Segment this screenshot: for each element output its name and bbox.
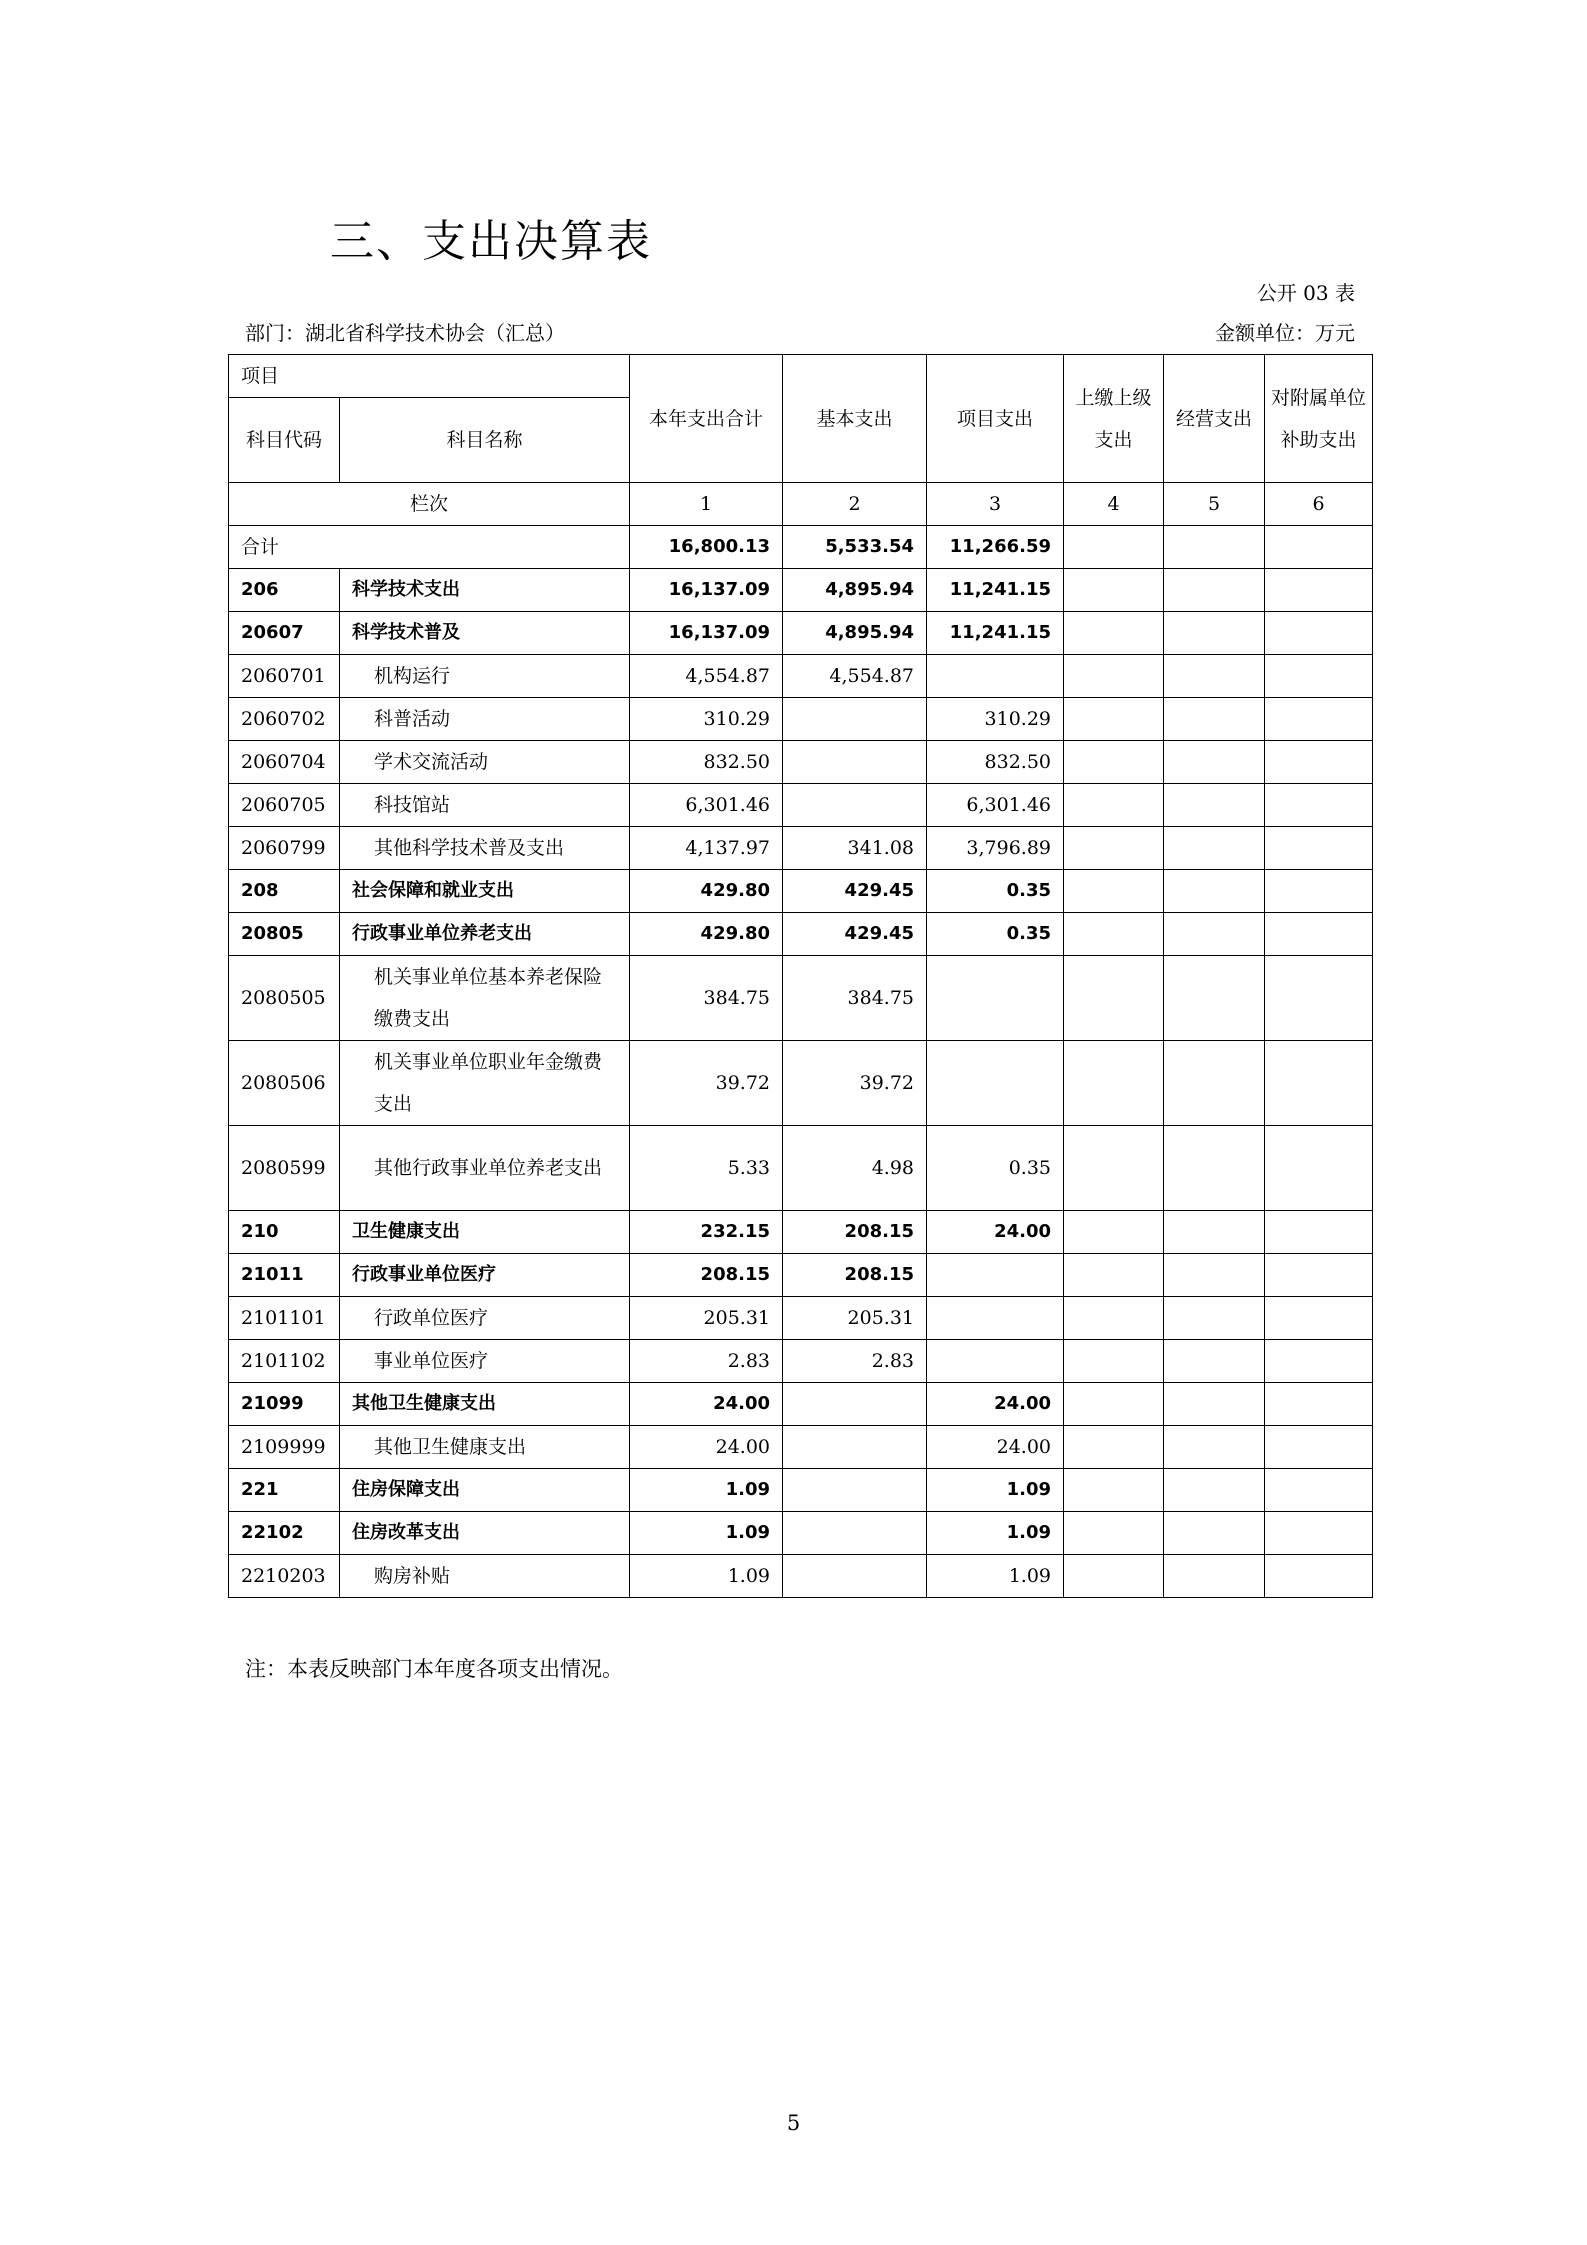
page-number: 5 [786, 2111, 801, 2135]
row-basic: 4,554.87 [783, 655, 927, 698]
row-subsidy [1265, 1211, 1373, 1254]
row-basic [783, 1426, 927, 1469]
row-business [1164, 870, 1265, 913]
row-basic: 205.31 [783, 1297, 927, 1340]
row-total: 429.80 [630, 870, 783, 913]
row-code: 21011 [229, 1254, 340, 1297]
colnum-3: 3 [927, 483, 1064, 526]
row-business [1164, 1383, 1265, 1426]
total-label: 合计 [229, 526, 630, 569]
row-name: 机关事业单位基本养老保险缴费支出 [340, 956, 630, 1041]
row-code: 210 [229, 1211, 340, 1254]
row-business [1164, 1340, 1265, 1383]
row-name: 学术交流活动 [340, 741, 630, 784]
row-business [1164, 698, 1265, 741]
row-business [1164, 1211, 1265, 1254]
row-business [1164, 784, 1265, 827]
row-upper [1064, 913, 1164, 956]
row-total: 208.15 [630, 1254, 783, 1297]
table-row [229, 698, 1373, 741]
header-xiangmu: 项目 [229, 355, 630, 398]
row-total: 24.00 [630, 1383, 783, 1426]
row-subsidy [1265, 1041, 1373, 1126]
table-row [229, 1469, 1373, 1512]
row-basic [783, 1512, 927, 1555]
row-basic [783, 1383, 927, 1426]
total-business [1164, 526, 1265, 569]
form-number: 公开 03 表 [1256, 281, 1355, 305]
row-business [1164, 569, 1265, 612]
row-name: 行政事业单位医疗 [340, 1254, 630, 1297]
row-subsidy [1265, 1383, 1373, 1426]
colnum-4: 4 [1064, 483, 1164, 526]
row-project [927, 956, 1064, 1041]
total-upper [1064, 526, 1164, 569]
total-subsidy [1265, 526, 1373, 569]
row-business [1164, 913, 1265, 956]
row-total: 429.80 [630, 913, 783, 956]
row-upper [1064, 1340, 1164, 1383]
total-project: 11,266.59 [927, 526, 1064, 569]
row-project [927, 1340, 1064, 1383]
row-project [927, 1297, 1064, 1340]
row-total: 39.72 [630, 1041, 783, 1126]
row-project: 24.00 [927, 1211, 1064, 1254]
table-row [229, 569, 1373, 612]
row-project: 0.35 [927, 870, 1064, 913]
row-upper [1064, 698, 1164, 741]
row-project: 3,796.89 [927, 827, 1064, 870]
row-code: 2101101 [229, 1297, 340, 1340]
row-total: 24.00 [630, 1426, 783, 1469]
row-project [927, 655, 1064, 698]
row-basic: 384.75 [783, 956, 927, 1041]
table-row [229, 913, 1373, 956]
colnum-1: 1 [630, 483, 783, 526]
row-project: 24.00 [927, 1426, 1064, 1469]
row-name: 其他卫生健康支出 [340, 1426, 630, 1469]
row-subsidy [1265, 870, 1373, 913]
colnum-label: 栏次 [229, 483, 630, 526]
row-subsidy [1265, 1426, 1373, 1469]
row-business [1164, 956, 1265, 1041]
row-project [927, 1041, 1064, 1126]
row-total: 232.15 [630, 1211, 783, 1254]
row-subsidy [1265, 1126, 1373, 1211]
row-name: 科技馆站 [340, 784, 630, 827]
row-project: 6,301.46 [927, 784, 1064, 827]
row-upper [1064, 870, 1164, 913]
row-basic [783, 741, 927, 784]
row-code: 20805 [229, 913, 340, 956]
table-row [229, 1254, 1373, 1297]
column-number-row [229, 483, 1373, 526]
colnum-5: 5 [1164, 483, 1265, 526]
colnum-6: 6 [1265, 483, 1373, 526]
row-basic [783, 784, 927, 827]
row-name: 其他卫生健康支出 [340, 1383, 630, 1426]
row-upper [1064, 1126, 1164, 1211]
row-project: 832.50 [927, 741, 1064, 784]
row-upper [1064, 784, 1164, 827]
table-row [229, 870, 1373, 913]
row-code: 2210203 [229, 1555, 340, 1598]
expenditure-table [228, 354, 1373, 1598]
row-subsidy [1265, 1555, 1373, 1598]
table-row [229, 612, 1373, 655]
amount-unit: 金额单位：万元 [1215, 321, 1355, 345]
row-upper [1064, 1297, 1164, 1340]
table-row [229, 1426, 1373, 1469]
row-project: 1.09 [927, 1469, 1064, 1512]
row-name: 科普活动 [340, 698, 630, 741]
row-basic: 39.72 [783, 1041, 927, 1126]
row-project: 310.29 [927, 698, 1064, 741]
table-note: 注：本表反映部门本年度各项支出情况。 [245, 1657, 623, 1681]
row-business [1164, 741, 1265, 784]
row-name: 科学技术普及 [340, 612, 630, 655]
row-upper [1064, 1211, 1164, 1254]
row-name: 机构运行 [340, 655, 630, 698]
row-business [1164, 1254, 1265, 1297]
row-subsidy [1265, 655, 1373, 698]
row-code: 20607 [229, 612, 340, 655]
row-basic: 208.15 [783, 1254, 927, 1297]
header-subsidy: 对附属单位补助支出 [1265, 355, 1373, 483]
row-total: 2.83 [630, 1340, 783, 1383]
header-basic: 基本支出 [783, 355, 927, 483]
row-subsidy [1265, 612, 1373, 655]
row-subsidy [1265, 956, 1373, 1041]
row-name: 住房保障支出 [340, 1469, 630, 1512]
row-basic: 4,895.94 [783, 612, 927, 655]
row-code: 22102 [229, 1512, 340, 1555]
row-code: 2080505 [229, 956, 340, 1041]
row-total: 16,137.09 [630, 612, 783, 655]
row-upper [1064, 1254, 1164, 1297]
colnum-2: 2 [783, 483, 927, 526]
row-project: 1.09 [927, 1555, 1064, 1598]
row-total: 832.50 [630, 741, 783, 784]
row-basic: 429.45 [783, 913, 927, 956]
row-subsidy [1265, 569, 1373, 612]
row-project: 1.09 [927, 1512, 1064, 1555]
row-code: 2101102 [229, 1340, 340, 1383]
row-business [1164, 827, 1265, 870]
row-total: 205.31 [630, 1297, 783, 1340]
table-row [229, 1041, 1373, 1126]
row-name: 其他科学技术普及支出 [340, 827, 630, 870]
row-upper [1064, 1383, 1164, 1426]
row-basic: 208.15 [783, 1211, 927, 1254]
row-basic: 4,895.94 [783, 569, 927, 612]
table-row [229, 741, 1373, 784]
row-name: 其他行政事业单位养老支出 [340, 1126, 630, 1211]
row-upper [1064, 956, 1164, 1041]
row-business [1164, 655, 1265, 698]
row-business [1164, 1126, 1265, 1211]
table-row [229, 827, 1373, 870]
row-total: 5.33 [630, 1126, 783, 1211]
row-total: 4,137.97 [630, 827, 783, 870]
row-upper [1064, 1041, 1164, 1126]
row-business [1164, 1555, 1265, 1598]
row-code: 2060799 [229, 827, 340, 870]
row-project: 11,241.15 [927, 612, 1064, 655]
row-project: 11,241.15 [927, 569, 1064, 612]
row-name: 机关事业单位职业年金缴费支出 [340, 1041, 630, 1126]
row-business [1164, 1426, 1265, 1469]
row-subsidy [1265, 913, 1373, 956]
row-upper [1064, 569, 1164, 612]
row-project [927, 1254, 1064, 1297]
row-upper [1064, 1512, 1164, 1555]
row-project: 0.35 [927, 1126, 1064, 1211]
row-upper [1064, 655, 1164, 698]
row-subsidy [1265, 1297, 1373, 1340]
table-row [229, 1555, 1373, 1598]
row-subsidy [1265, 827, 1373, 870]
table-row [229, 1126, 1373, 1211]
row-total: 1.09 [630, 1555, 783, 1598]
row-name: 住房改革支出 [340, 1512, 630, 1555]
row-subsidy [1265, 1340, 1373, 1383]
table-row [229, 1297, 1373, 1340]
total-basic: 5,533.54 [783, 526, 927, 569]
row-upper [1064, 1469, 1164, 1512]
row-project: 0.35 [927, 913, 1064, 956]
row-code: 2060704 [229, 741, 340, 784]
row-upper [1064, 1426, 1164, 1469]
page-title: 三、支出决算表 [330, 216, 652, 267]
table-row [229, 655, 1373, 698]
row-basic: 429.45 [783, 870, 927, 913]
row-total: 16,137.09 [630, 569, 783, 612]
row-upper [1064, 1555, 1164, 1598]
row-basic [783, 698, 927, 741]
row-basic: 341.08 [783, 827, 927, 870]
row-total: 6,301.46 [630, 784, 783, 827]
row-subsidy [1265, 698, 1373, 741]
row-name: 事业单位医疗 [340, 1340, 630, 1383]
table-row [229, 1211, 1373, 1254]
table-row [229, 956, 1373, 1041]
row-name: 科学技术支出 [340, 569, 630, 612]
row-upper [1064, 827, 1164, 870]
row-business [1164, 612, 1265, 655]
row-project: 24.00 [927, 1383, 1064, 1426]
row-code: 21099 [229, 1383, 340, 1426]
row-business [1164, 1297, 1265, 1340]
row-code: 221 [229, 1469, 340, 1512]
table-row [229, 784, 1373, 827]
header-total: 本年支出合计 [630, 355, 783, 483]
row-name: 购房补贴 [340, 1555, 630, 1598]
row-subsidy [1265, 784, 1373, 827]
row-code: 2080506 [229, 1041, 340, 1126]
row-basic [783, 1555, 927, 1598]
row-code: 2080599 [229, 1126, 340, 1211]
row-subsidy [1265, 1512, 1373, 1555]
row-name: 卫生健康支出 [340, 1211, 630, 1254]
row-business [1164, 1469, 1265, 1512]
table-row [229, 1512, 1373, 1555]
row-name: 社会保障和就业支出 [340, 870, 630, 913]
row-total: 310.29 [630, 698, 783, 741]
row-basic: 2.83 [783, 1340, 927, 1383]
row-name: 行政单位医疗 [340, 1297, 630, 1340]
row-upper [1064, 741, 1164, 784]
header-project: 项目支出 [927, 355, 1064, 483]
row-upper [1064, 612, 1164, 655]
row-business [1164, 1041, 1265, 1126]
row-code: 208 [229, 870, 340, 913]
row-basic [783, 1469, 927, 1512]
row-subsidy [1265, 741, 1373, 784]
header-upper: 上缴上级支出 [1064, 355, 1164, 483]
row-name: 行政事业单位养老支出 [340, 913, 630, 956]
row-code: 2060701 [229, 655, 340, 698]
row-total: 1.09 [630, 1512, 783, 1555]
total-row [229, 526, 1373, 569]
row-subsidy [1265, 1254, 1373, 1297]
row-code: 2060705 [229, 784, 340, 827]
total-amount: 16,800.13 [630, 526, 783, 569]
row-total: 1.09 [630, 1469, 783, 1512]
row-code: 2060702 [229, 698, 340, 741]
department-label: 部门：湖北省科学技术协会（汇总） [245, 321, 565, 345]
row-basic: 4.98 [783, 1126, 927, 1211]
header-business: 经营支出 [1164, 355, 1265, 483]
row-total: 384.75 [630, 956, 783, 1041]
header-name: 科目名称 [340, 398, 630, 483]
table-row [229, 1340, 1373, 1383]
row-subsidy [1265, 1469, 1373, 1512]
row-business [1164, 1512, 1265, 1555]
row-total: 4,554.87 [630, 655, 783, 698]
row-code: 2109999 [229, 1426, 340, 1469]
table-row [229, 1383, 1373, 1426]
header-code: 科目代码 [229, 398, 340, 483]
row-code: 206 [229, 569, 340, 612]
